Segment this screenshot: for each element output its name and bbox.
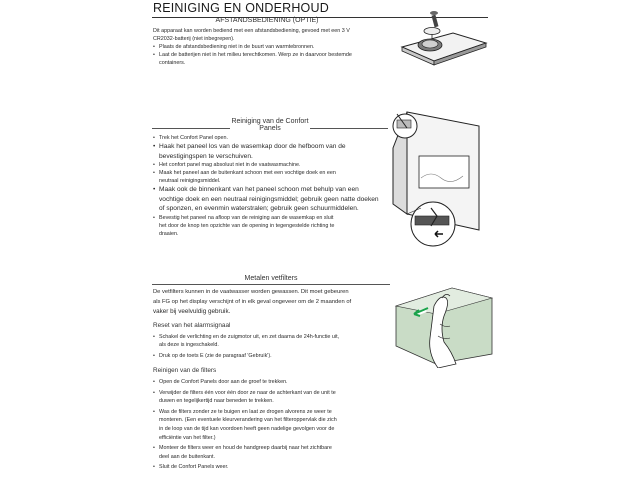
hood-panel-illustration: [383, 108, 491, 260]
reset-bullet: • Schakel de verlichting en de zuigmotor uit, en zet daarna de 24h-functie uit, als deze is ingeschakeld.: [153, 333, 398, 349]
remote-control-illustration: [398, 5, 488, 70]
filters-intro-line: vaker bij veelvuldig gebruik.: [153, 308, 231, 315]
comfort-bullet: • Maak ook de binnenkant van het paneel schoon met behulp van een vochtige doek en een neutraal reinigingsmiddel; gebruik geen natte doeken of sponzen, en evenmin waterstralen; gebruik geen schuurmiddelen.: [153, 185, 398, 214]
reset-text: [153, 333, 398, 360]
filter-removal-illustration: [394, 284, 494, 368]
clean-bullet: • Monteer de filters weer en houd de handgreep daarbij naar het zichtbare deel aan de buitenkant.: [153, 444, 398, 461]
comfort-bullet: • Bevestig het paneel na afloop van de reiniging aan de wasemkap en sluit het door de knop ten opzichte van de opening in tegengestelde richting te draaien.: [153, 214, 398, 238]
remote-heading: AFSTANDSBEDIENING (OPTIE): [215, 17, 319, 24]
comfort-bullet: • Trek het Confort Panel open.: [153, 134, 398, 142]
filters-intro: [153, 288, 398, 317]
clean-bullet: • Verwijder de filters één voor één door ze naar de achterkant van de unit te duwen en tegelijkertijd naar beneden te trekken.: [153, 389, 398, 406]
comfort-bullet: • Haak het paneel los van de wasemkap door de hefboom van de bevestigingspen te verschuiven.: [153, 142, 398, 161]
comfort-rule-right: [310, 128, 388, 129]
remote-text: [153, 27, 398, 67]
filters-rule-top: [152, 284, 390, 285]
clean-bullet: • Open de Confort Panels door aan de groef te trekken.: [153, 378, 398, 387]
page-title: REINIGING EN ONDERHOUD: [153, 1, 329, 15]
remote-intro-line: Dit apparaat kan worden bediend met een afstandsbediening, gevoed met een 3 V: [153, 28, 350, 34]
reset-bullet: • Druk op de toets E (zie de paragraaf 'Gebruik').: [153, 352, 398, 360]
clean-bullet: • Sluit de Confort Panels weer.: [153, 463, 398, 472]
filters-intro-line: als FG op het display verschijnt of in elk geval ongeveer om de 2 maanden of: [153, 298, 352, 305]
comfort-bullet: • Het confort panel mag absoluut niet in de vaatwasmachine.: [153, 161, 398, 169]
remote-bullet: • Laat de batterijen niet in het milieu terechtkomen. Werp ze in daarvoor bestemde containers.: [153, 51, 398, 67]
comfort-bullet: • Maak het paneel aan de buitenkant schoon met een vochtige doek en een neutraal reinigingsmiddel.: [153, 169, 398, 185]
clean-text: [153, 378, 398, 472]
remote-bullet: • Plaats de afstandsbediening niet in de buurt van warmtebronnen.: [153, 43, 398, 51]
filters-intro-line: De vetfilters kunnen in de vaatwasser worden gewassen. Dit moet gebeuren: [153, 289, 349, 295]
comfort-text: [153, 134, 398, 238]
clean-heading: Reinigen van de filters: [153, 367, 217, 374]
comfort-heading: Reiniging van de Confort Panels: [231, 118, 309, 132]
remote-intro-line: CR2032-batterij (niet inbegrepen).: [153, 36, 235, 42]
comfort-rule-left: [152, 128, 230, 129]
clean-bullet: • Was de filters zonder ze te buigen en laat ze drogen alvorens ze weer te monteren. (Een eventuele kleurverandering van het filteroppervlak die zich in de loop van de tijd kan voordoen heeft geen nadelige gevolgen voor de efficiëntie van het filter.): [153, 408, 398, 442]
filters-heading: Metalen vetfilters: [244, 275, 298, 282]
reset-heading: Reset van het alarmsignaal: [153, 322, 231, 329]
